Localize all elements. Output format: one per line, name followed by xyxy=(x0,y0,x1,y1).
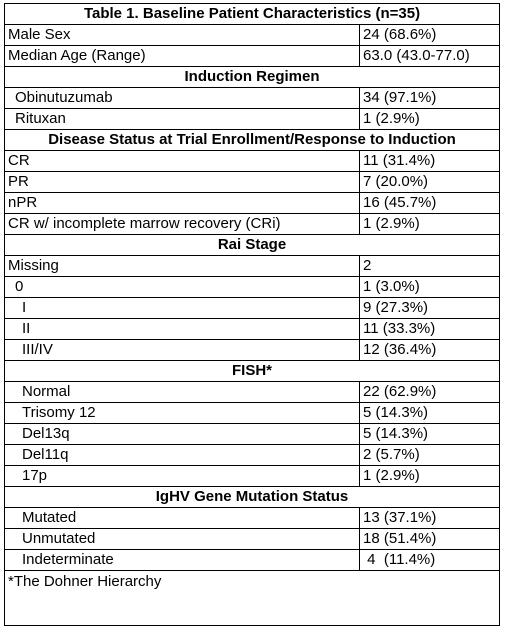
section-header: Table 1. Baseline Patient Characteristics (n=35) xyxy=(5,4,500,25)
row-value: 5 (14.3%) xyxy=(360,403,500,424)
row-label: II xyxy=(5,319,360,340)
table-row xyxy=(5,466,500,487)
table-row xyxy=(5,25,500,46)
row-value: 11 (33.3%) xyxy=(360,319,500,340)
row-value: 1 (2.9%) xyxy=(360,214,500,235)
row-value: 63.0 (43.0-77.0) xyxy=(360,46,500,67)
table-row xyxy=(5,256,500,277)
row-label: Del11q xyxy=(5,445,360,466)
baseline-characteristics-table xyxy=(4,3,500,626)
row-label: CR w/ incomplete marrow recovery (CRi) xyxy=(5,214,360,235)
section-header: IgHV Gene Mutation Status xyxy=(5,487,500,508)
section-header-row xyxy=(5,4,500,25)
table-row xyxy=(5,340,500,361)
row-label: Median Age (Range) xyxy=(5,46,360,67)
section-header: Induction Regimen xyxy=(5,67,500,88)
footnote-row xyxy=(5,571,500,626)
table-row xyxy=(5,508,500,529)
table-row xyxy=(5,109,500,130)
row-value: 13 (37.1%) xyxy=(360,508,500,529)
row-value: 34 (97.1%) xyxy=(360,88,500,109)
row-value: 24 (68.6%) xyxy=(360,25,500,46)
row-label: Unmutated xyxy=(5,529,360,550)
table-row xyxy=(5,277,500,298)
row-label: nPR xyxy=(5,193,360,214)
section-header: FISH* xyxy=(5,361,500,382)
row-value: 2 (5.7%) xyxy=(360,445,500,466)
row-value: 1 (2.9%) xyxy=(360,109,500,130)
table-row xyxy=(5,445,500,466)
row-label: Normal xyxy=(5,382,360,403)
row-value: 7 (20.0%) xyxy=(360,172,500,193)
table-body xyxy=(5,4,500,626)
table-row xyxy=(5,382,500,403)
row-label: Rituxan xyxy=(5,109,360,130)
section-header-row xyxy=(5,487,500,508)
section-header-row xyxy=(5,235,500,256)
row-label: Obinutuzumab xyxy=(5,88,360,109)
row-label: Trisomy 12 xyxy=(5,403,360,424)
table-row xyxy=(5,172,500,193)
row-value: 4 (11.4%) xyxy=(360,550,500,571)
footnote: *The Dohner Hierarchy xyxy=(5,571,500,626)
table-row xyxy=(5,319,500,340)
section-header: Rai Stage xyxy=(5,235,500,256)
table-row xyxy=(5,298,500,319)
row-label: CR xyxy=(5,151,360,172)
row-label: 17p xyxy=(5,466,360,487)
table-row xyxy=(5,529,500,550)
row-value: 22 (62.9%) xyxy=(360,382,500,403)
table-row xyxy=(5,403,500,424)
section-header-row xyxy=(5,130,500,151)
row-label: PR xyxy=(5,172,360,193)
row-label: Mutated xyxy=(5,508,360,529)
row-label: 0 xyxy=(5,277,360,298)
section-header: Disease Status at Trial Enrollment/Response to Induction xyxy=(5,130,500,151)
row-label: III/IV xyxy=(5,340,360,361)
table-row xyxy=(5,46,500,67)
table-row xyxy=(5,151,500,172)
row-value: 1 (3.0%) xyxy=(360,277,500,298)
row-label: I xyxy=(5,298,360,319)
row-value: 2 xyxy=(360,256,500,277)
row-value: 18 (51.4%) xyxy=(360,529,500,550)
table-row xyxy=(5,214,500,235)
row-label: Del13q xyxy=(5,424,360,445)
row-value: 5 (14.3%) xyxy=(360,424,500,445)
row-value: 11 (31.4%) xyxy=(360,151,500,172)
table-row xyxy=(5,88,500,109)
row-value: 9 (27.3%) xyxy=(360,298,500,319)
row-label: Male Sex xyxy=(5,25,360,46)
section-header-row xyxy=(5,361,500,382)
table-row xyxy=(5,424,500,445)
row-value: 12 (36.4%) xyxy=(360,340,500,361)
table-row xyxy=(5,193,500,214)
row-value: 1 (2.9%) xyxy=(360,466,500,487)
row-label: Missing xyxy=(5,256,360,277)
section-header-row xyxy=(5,67,500,88)
row-value: 16 (45.7%) xyxy=(360,193,500,214)
table-row xyxy=(5,550,500,571)
row-label: Indeterminate xyxy=(5,550,360,571)
